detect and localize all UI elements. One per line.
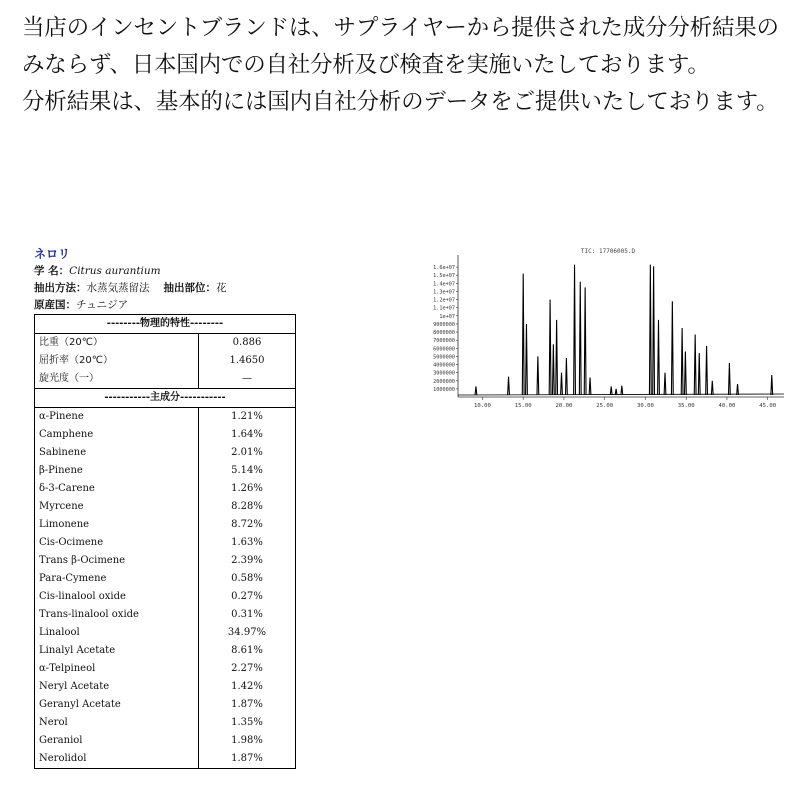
component-row xyxy=(35,552,295,570)
peak xyxy=(584,287,586,395)
component-row-label: Nerolidol xyxy=(35,750,199,768)
peak xyxy=(649,265,651,395)
peak xyxy=(552,344,554,395)
peak xyxy=(664,373,666,395)
peak xyxy=(737,384,739,395)
component-row-label: Limonene xyxy=(35,516,199,534)
peak xyxy=(615,389,617,395)
peak xyxy=(565,358,567,395)
physical-header: --------物理的特性-------- xyxy=(35,315,295,334)
intro-paragraph-1: 当店のインセントブランドは、サプライヤーから提供された成分分析結果のみならず、日本国内での自社分析及び検査を実施いたしております。 xyxy=(22,15,779,78)
y-tick-label: 1.2e+07 xyxy=(433,297,455,304)
physical-row-value: 0.886 xyxy=(232,337,262,348)
component-row-label: Para-Cymene xyxy=(35,570,199,588)
component-row xyxy=(35,570,295,588)
oil-name: ネロリ xyxy=(34,247,71,261)
origin-line xyxy=(34,297,296,314)
component-row-label: δ-3-Carene xyxy=(35,480,199,498)
component-row-value: 2.39% xyxy=(231,555,263,566)
components-list xyxy=(35,408,295,768)
component-row-value: 2.27% xyxy=(231,663,263,674)
peak xyxy=(549,300,551,395)
x-tick-label: 30.00 xyxy=(637,403,654,409)
component-row xyxy=(35,642,295,660)
component-row-value: 8.28% xyxy=(231,501,263,512)
component-row-label: Sabinene xyxy=(35,444,199,462)
origin-value: チュニジア xyxy=(76,299,129,311)
component-row xyxy=(35,606,295,624)
component-row-value: 2.01% xyxy=(231,447,263,458)
x-tick-label: 35.00 xyxy=(677,403,695,409)
part-value: 花 xyxy=(216,282,227,294)
component-row-label: Linalool xyxy=(35,624,199,642)
y-tick-label: 1.3e+07 xyxy=(433,289,455,296)
x-tick-label: 25.00 xyxy=(596,403,614,409)
component-row-value: 0.31% xyxy=(231,609,263,620)
peak xyxy=(706,346,708,395)
component-row-label: Linalyl Acetate xyxy=(35,642,199,660)
component-row xyxy=(35,696,295,714)
intro-paragraph-2: 分析結果は、基本的には国内自社分析のデータをご提供いたしております。 xyxy=(22,89,779,115)
extraction-line xyxy=(34,280,296,297)
chromatogram-title: TIC: 17706005.D xyxy=(580,248,636,255)
component-row-value: 1.35% xyxy=(231,717,263,728)
peak xyxy=(508,377,510,395)
physical-row xyxy=(35,352,295,370)
component-row-label: Geraniol xyxy=(35,732,199,750)
physical-row-label: 比重（20℃） xyxy=(35,334,199,352)
component-row xyxy=(35,444,295,462)
component-row-value: 1.98% xyxy=(231,735,263,746)
peak xyxy=(698,353,700,395)
component-row xyxy=(35,534,295,552)
component-row-value: 1.21% xyxy=(231,411,263,422)
component-row-label: Nerol xyxy=(35,714,199,732)
peak xyxy=(658,320,660,395)
component-row-value: 1.87% xyxy=(231,753,263,764)
component-row-value: 1.64% xyxy=(231,429,263,440)
component-row xyxy=(35,588,295,606)
peak xyxy=(694,334,696,395)
component-row-value: 5.14% xyxy=(231,465,263,476)
y-tick-label: 1.4e+07 xyxy=(433,281,455,288)
physical-properties xyxy=(35,334,295,389)
component-row-label: Myrcene xyxy=(35,498,199,516)
component-row xyxy=(35,660,295,678)
extraction-value: 水蒸気蒸留法 xyxy=(86,282,150,294)
component-row xyxy=(35,498,295,516)
component-row-label: Camphene xyxy=(35,426,199,444)
components-header: -----------主成分----------- xyxy=(35,389,295,408)
y-tick-label: 5000000 xyxy=(433,354,455,361)
component-row-label: Trans β-Ocimene xyxy=(35,552,199,570)
peak xyxy=(681,328,683,395)
physical-row-label: 屈折率（20℃） xyxy=(35,352,199,370)
component-row-value: 8.72% xyxy=(231,519,263,530)
component-row-value: 1.42% xyxy=(231,681,263,692)
x-tick-label: 15.00 xyxy=(514,403,532,409)
peak xyxy=(771,375,773,395)
peak xyxy=(711,381,713,395)
physical-row-label: 旋光度（一） xyxy=(35,370,199,388)
component-row xyxy=(35,624,295,642)
peak xyxy=(671,301,673,395)
physical-row-value: — xyxy=(242,373,252,384)
peak xyxy=(556,320,558,395)
peak xyxy=(684,352,686,395)
chromatogram xyxy=(418,245,790,415)
intro-text xyxy=(22,10,792,121)
component-row xyxy=(35,426,295,444)
y-tick-label: 1.5e+07 xyxy=(433,273,455,280)
analysis-table xyxy=(34,314,296,769)
peak xyxy=(537,356,539,395)
peak xyxy=(522,274,524,395)
component-row xyxy=(35,750,295,768)
y-tick-label: 1e+07 xyxy=(439,313,455,320)
origin-label: 原産国： xyxy=(34,299,76,311)
peak xyxy=(526,324,528,395)
physical-row xyxy=(35,370,295,388)
part-label: 抽出部位： xyxy=(163,282,216,294)
physical-row-value: 1.4650 xyxy=(229,355,265,366)
scientific-name-line xyxy=(34,263,296,280)
peak xyxy=(653,266,655,395)
component-row-value: 1.87% xyxy=(231,699,263,710)
component-row-value: 1.26% xyxy=(231,483,263,494)
component-row-label: Cis-Ocimene xyxy=(35,534,199,552)
component-row-value: 1.63% xyxy=(231,537,263,548)
component-row-label: Cis-linalool oxide xyxy=(35,588,199,606)
physical-row xyxy=(35,334,295,352)
x-tick-label: 40.00 xyxy=(718,403,736,409)
component-row-value: 0.27% xyxy=(231,591,263,602)
component-row-value: 34.97% xyxy=(227,627,267,638)
peak xyxy=(475,386,477,395)
component-row-label: Neryl Acetate xyxy=(35,678,199,696)
peak xyxy=(574,265,576,395)
y-tick-label: 1000000 xyxy=(433,386,455,393)
component-row-value: 0.58% xyxy=(231,573,263,584)
y-tick-label: 4000000 xyxy=(433,362,455,369)
scientific-name-label: 学 名： xyxy=(34,265,70,277)
peak xyxy=(728,363,730,395)
y-tick-label: 1.6e+07 xyxy=(433,265,455,272)
component-row-label: Trans-linalool oxide xyxy=(35,606,199,624)
x-tick-label: 45.00 xyxy=(759,403,777,409)
x-tick-label: 10.00 xyxy=(474,403,491,409)
component-row-label: α-Telpineol xyxy=(35,660,199,678)
component-row xyxy=(35,732,295,750)
x-tick-label: 20.00 xyxy=(555,403,573,409)
y-tick-label: 9000000 xyxy=(433,321,455,328)
scientific-name: Citrus aurantium xyxy=(69,265,161,277)
component-row xyxy=(35,462,295,480)
peak xyxy=(561,373,563,395)
y-tick-label: 2000000 xyxy=(433,378,455,385)
analysis-sheet xyxy=(34,246,296,769)
component-row-label: α-Pinene xyxy=(35,408,199,426)
peak xyxy=(621,386,623,395)
component-row-value: 8.61% xyxy=(231,645,263,656)
y-tick-label: 8000000 xyxy=(433,330,455,337)
component-row-label: Geranyl Acetate xyxy=(35,696,199,714)
y-tick-label: 3000000 xyxy=(433,370,455,377)
extraction-label: 抽出方法： xyxy=(34,282,87,294)
y-tick-label: 7000000 xyxy=(433,338,455,345)
y-tick-label: 6000000 xyxy=(433,346,455,353)
component-row-label: β-Pinene xyxy=(35,462,199,480)
peak xyxy=(589,378,591,395)
peak xyxy=(579,282,581,395)
component-row xyxy=(35,516,295,534)
component-row xyxy=(35,480,295,498)
component-row xyxy=(35,408,295,426)
component-row xyxy=(35,714,295,732)
component-row xyxy=(35,678,295,696)
peak xyxy=(610,386,612,395)
y-tick-label: 1.1e+07 xyxy=(433,305,455,312)
